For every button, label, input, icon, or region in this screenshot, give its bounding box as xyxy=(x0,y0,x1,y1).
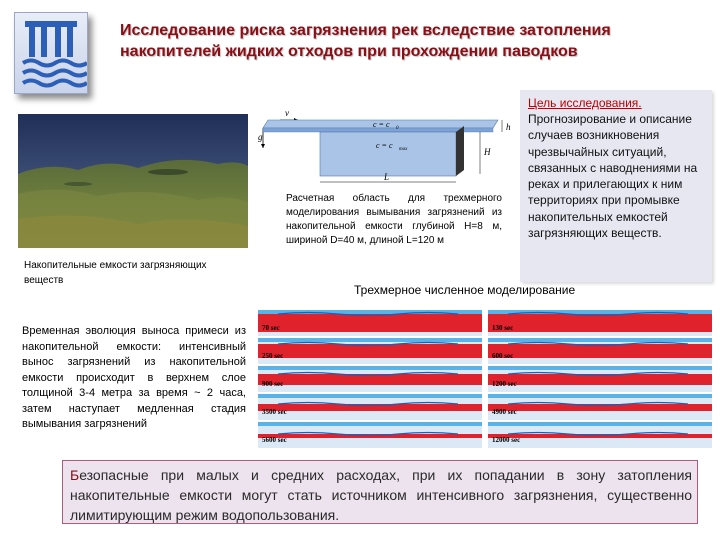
conclusion-text xyxy=(70,465,692,525)
simulation-time-label: 1200 sec xyxy=(492,380,517,388)
diagram-label-v: v xyxy=(285,108,289,118)
conclusion-first-letter: Б xyxy=(70,467,80,483)
simulation-time-label: 3500 sec xyxy=(262,408,287,416)
simulation-panel xyxy=(488,366,712,392)
modeling-heading: Трехмерное численное моделирование xyxy=(354,283,576,297)
simulation-time-label: 250 sec xyxy=(262,352,284,360)
simulation-panel xyxy=(258,394,482,420)
simulation-time-label: 130 sec xyxy=(492,324,514,332)
diagram-label-h: h xyxy=(506,122,511,132)
simulation-time-label: 4900 sec xyxy=(492,408,517,416)
diagram-label-H: H xyxy=(484,147,491,157)
simulation-panel xyxy=(258,310,482,336)
diagram-label-g: g xyxy=(258,132,263,142)
simulation-time-label: 900 sec xyxy=(262,380,284,388)
landscape-caption: Накопительные емкости загрязняющих веществ xyxy=(24,260,207,286)
diagram-label-cmax-sub: max xyxy=(399,147,408,152)
landscape-image xyxy=(18,114,248,248)
page-title: Исследование риска загрязнения рек вследствие затопления накопителей жидких отходов при прохождении паводков xyxy=(120,22,611,60)
diagram-label-c0-sub: 0 xyxy=(396,126,399,131)
simulation-panel xyxy=(258,338,482,364)
simulation-panel xyxy=(258,422,482,448)
simulation-panel xyxy=(488,394,712,420)
simulation-panel xyxy=(488,310,712,336)
goal-heading: Цель исследования. xyxy=(528,96,642,110)
diagram-label-cmax: c = c xyxy=(376,141,393,150)
simulation-time-label: 70 sec xyxy=(262,324,280,332)
simulation-panel xyxy=(258,366,482,392)
logo-graphic xyxy=(15,13,87,93)
institution-logo xyxy=(14,12,88,94)
simulation-time-label: 5600 sec xyxy=(262,436,287,444)
conclusion-body: езопасные при малых и средних расходах, при их попадании в зону затопления накопительные емкости могут стать источником интенсивного загрязнения, существенно лимитирующим режим водопользования. xyxy=(70,467,692,523)
simulation-panel xyxy=(488,422,712,448)
diagram-label-L: L xyxy=(384,172,390,182)
diagram-caption: Расчетная область для трехмерного моделирования вымывания загрязнений из накопительной емкости глубиной H=8 м, шириной D=40 м, длиной L=120 м xyxy=(286,193,502,246)
evolution-description: Временная эволюция выноса примеси из накопительной емкости: интенсивный вынос загрязнений из накопительной емкости происходит в верхнем слое толщиной 3-4 метра за время ~ 2 часа, затем наступает медленная стадия вымывания загрязнений xyxy=(22,325,246,430)
simulation-time-label: 600 sec xyxy=(492,352,514,360)
simulation-time-label: 12000 sec xyxy=(492,436,521,444)
goal-text: Прогнозирование и описание случаев возникновения чрезвычайных ситуаций, связанных с наводнениями на реках и прилегающих к ним территориях при промывке накопительных емкостей загрязняющих веществ. xyxy=(528,112,698,241)
diagram-label-c0: c = c xyxy=(373,120,390,129)
simulation-panel xyxy=(488,338,712,364)
simulation-grid xyxy=(258,310,710,450)
computational-domain-diagram xyxy=(258,108,520,188)
